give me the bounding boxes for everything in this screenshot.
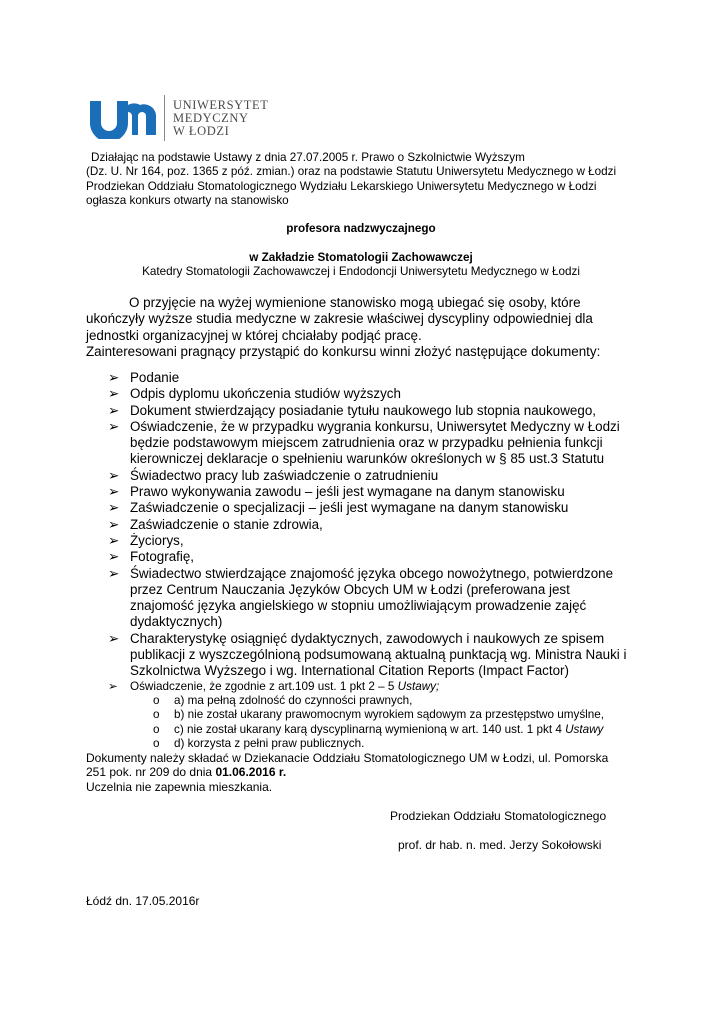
list-item-line: Świadectwo pracy lub zaświadczenie o zatrudnieniu (130, 467, 439, 483)
submission-line: Dokumenty należy składać w Dziekanacie Oddziału Stomatologicznego UM w Łodzi, ul. Pomorska (86, 751, 609, 765)
position-department: Katedry Stomatologii Zachowawczej i Endodoncji Uniwersytetu Medycznego w Łodzi (142, 265, 580, 278)
intro-line: (Dz. U. Nr 164, poz. 1365 z póź. zmian.) oraz na podstawie Statutu Uniwersytetu Medycznego w Łodzi (86, 165, 617, 179)
submission-paragraph (86, 751, 608, 794)
list-item-line: kierowniczej deklaracje o spełnieniu warunków określonych w § 85 ust.3 Statutu (130, 451, 605, 467)
signature-name: prof. dr hab. n. med. Jerzy Sokołowski (398, 838, 602, 852)
list-item (87, 484, 647, 500)
condition-item (87, 737, 647, 751)
arrow-bullet-icon: ➢ (108, 386, 120, 402)
list-item (87, 500, 647, 516)
circle-bullet-icon: o (153, 694, 160, 708)
intro-line: ogłasza konkurs otwarty na stanowisko (86, 194, 289, 208)
position-unit: w Zakładzie Stomatologii Zachowawczej (249, 251, 473, 264)
logo-line-1: UNIWERSYTET (173, 97, 269, 112)
eligibility-paragraph (86, 295, 646, 360)
arrow-bullet-icon: ➢ (108, 679, 118, 693)
submission-address: 251 pok. nr 209 do dnia (86, 765, 216, 780)
submission-line (86, 765, 608, 779)
list-item-line: Życiorys, (130, 532, 184, 548)
signature-role: Prodziekan Oddziału Stomatologicznego (390, 809, 607, 823)
body-line: Zainteresowani pragnący przystąpić do konkursu winni złożyć następujące dokumenty: (86, 343, 601, 359)
body-line: jednostki organizacyjnej w której chciałaby podjąć pracę. (86, 327, 422, 343)
place-date: Łódź dn. 17.05.2016r (86, 894, 200, 908)
condition-item (87, 723, 647, 737)
arrow-bullet-icon: ➢ (108, 549, 120, 565)
logo-line-3: W ŁODZI (173, 123, 230, 138)
arrow-bullet-icon: ➢ (108, 500, 120, 516)
university-logo (88, 95, 268, 141)
list-item (87, 468, 647, 484)
conditions-list (87, 694, 647, 752)
body-line: ukończyły wyższe studia medyczne w zakresie właściwej dyscypliny odpowiedniej dla (86, 311, 593, 327)
list-item-line: Zaświadczenie o stanie zdrowia, (130, 516, 323, 532)
list-item-line: Zaświadczenie o specjalizacji – jeśli jest wymagane na danym stanowisku (130, 500, 569, 516)
statement-text: Oświadczenie, że zgodnie z art.109 ust. 1 pkt 2 – 5 (130, 679, 398, 693)
arrow-bullet-icon: ➢ (108, 565, 120, 581)
list-item-line: Odpis dyplomu ukończenia studiów wyższych (130, 386, 401, 402)
list-item-line: przez Centrum Nauczania Języków Obcych UM w Łodzi (preferowana jest (130, 581, 570, 597)
logo-divider (164, 95, 165, 141)
list-item (87, 566, 647, 631)
list-item (87, 549, 647, 565)
list-item-line: Charakterystykę osiągnięć dydaktycznych, zawodowych i naukowych ze spisem (130, 630, 605, 646)
circle-bullet-icon: o (153, 708, 160, 722)
list-item-line: Oświadczenie, że w przypadku wygrania konkursu, Uniwersytet Medyczny w Łodzi (130, 418, 620, 434)
condition-item (87, 694, 647, 708)
list-item-line: Prawo wykonywania zawodu – jeśli jest wymagane na danym stanowisku (130, 484, 565, 500)
intro-line: Prodziekan Oddziału Stomatologicznego Wydziału Lekarskiego Uniwersytetu Medycznego w Łodzi (86, 179, 597, 193)
list-item-line: będzie podstawowym miejscem zatrudnienia oraz w przypadku pełnienia funkcji (130, 435, 603, 451)
intro-paragraph (86, 151, 616, 209)
arrow-bullet-icon: ➢ (108, 370, 120, 385)
list-item (87, 386, 647, 402)
list-item-line: Świadectwo stwierdzające znajomość języka obcego nowożytnego, potwierdzone (130, 565, 614, 581)
arrow-bullet-icon: ➢ (108, 630, 120, 646)
arrow-bullet-icon: ➢ (108, 467, 120, 483)
submission-line: Uczelnia nie zapewnia mieszkania. (86, 779, 273, 794)
documents-list (87, 370, 647, 680)
condition-text: d) korzysta z pełni praw publicznych. (174, 737, 365, 751)
list-item-line: publikacji z wyszczególnioną podsumowaną aktualną punktacją wg. Ministra Nauki i (130, 647, 627, 663)
arrow-bullet-icon: ➢ (108, 516, 120, 532)
condition-text: a) ma pełną zdolność do czynności prawnych, (174, 694, 413, 708)
deadline-date: 01.06.2016 r. (215, 765, 287, 780)
body-line: O przyjęcie na wyżej wymienione stanowisko mogą ubiegać się osoby, które (129, 295, 581, 310)
condition-text: b) nie został ukarany prawomocnym wyrokiem sądowym za przestępstwo umyślne, (174, 708, 605, 722)
list-item (87, 403, 647, 419)
list-item (87, 517, 647, 533)
list-item (87, 533, 647, 549)
list-item (87, 680, 647, 694)
logo-line-2: MEDYCZNY (173, 110, 249, 125)
arrow-bullet-icon: ➢ (108, 402, 120, 418)
list-item-line: Podanie (130, 370, 180, 385)
documents-list-container (87, 370, 647, 752)
intro-line: Działając na podstawie Ustawy z dnia 27.07.2005 r. Prawo o Szkolnictwie Wyższym (91, 151, 525, 164)
circle-bullet-icon: o (153, 737, 160, 751)
list-item-line: Fotografię, (130, 549, 195, 565)
condition-italic: Ustawy (565, 722, 604, 736)
list-item (87, 419, 647, 468)
logo-wordmark (173, 99, 268, 138)
statement-italic: Ustawy; (397, 679, 440, 693)
list-item (87, 370, 647, 386)
condition-item (87, 708, 647, 722)
condition-text: c) nie został ukarany karą dyscyplinarną wymienioną w art. 140 ust. 1 pkt 4 (174, 722, 566, 736)
um-logo-icon (88, 97, 158, 139)
statement-list (87, 680, 647, 694)
list-item-line: znajomość języka angielskiego w stopniu umożliwiającym prowadzenie zajęć (130, 598, 587, 614)
list-item (87, 631, 647, 680)
arrow-bullet-icon: ➢ (108, 532, 120, 548)
list-item-line: Dokument stwierdzający posiadanie tytułu naukowego lub stopnia naukowego, (130, 402, 596, 418)
list-item-line: dydaktycznych) (130, 614, 223, 630)
list-item-line: Szkolnictwa Wyższego i wg. International Citation Reports (Impact Factor) (130, 663, 569, 679)
arrow-bullet-icon: ➢ (108, 484, 120, 500)
position-title: profesora nadzwyczajnego (286, 222, 436, 235)
circle-bullet-icon: o (153, 722, 160, 736)
arrow-bullet-icon: ➢ (108, 418, 120, 434)
